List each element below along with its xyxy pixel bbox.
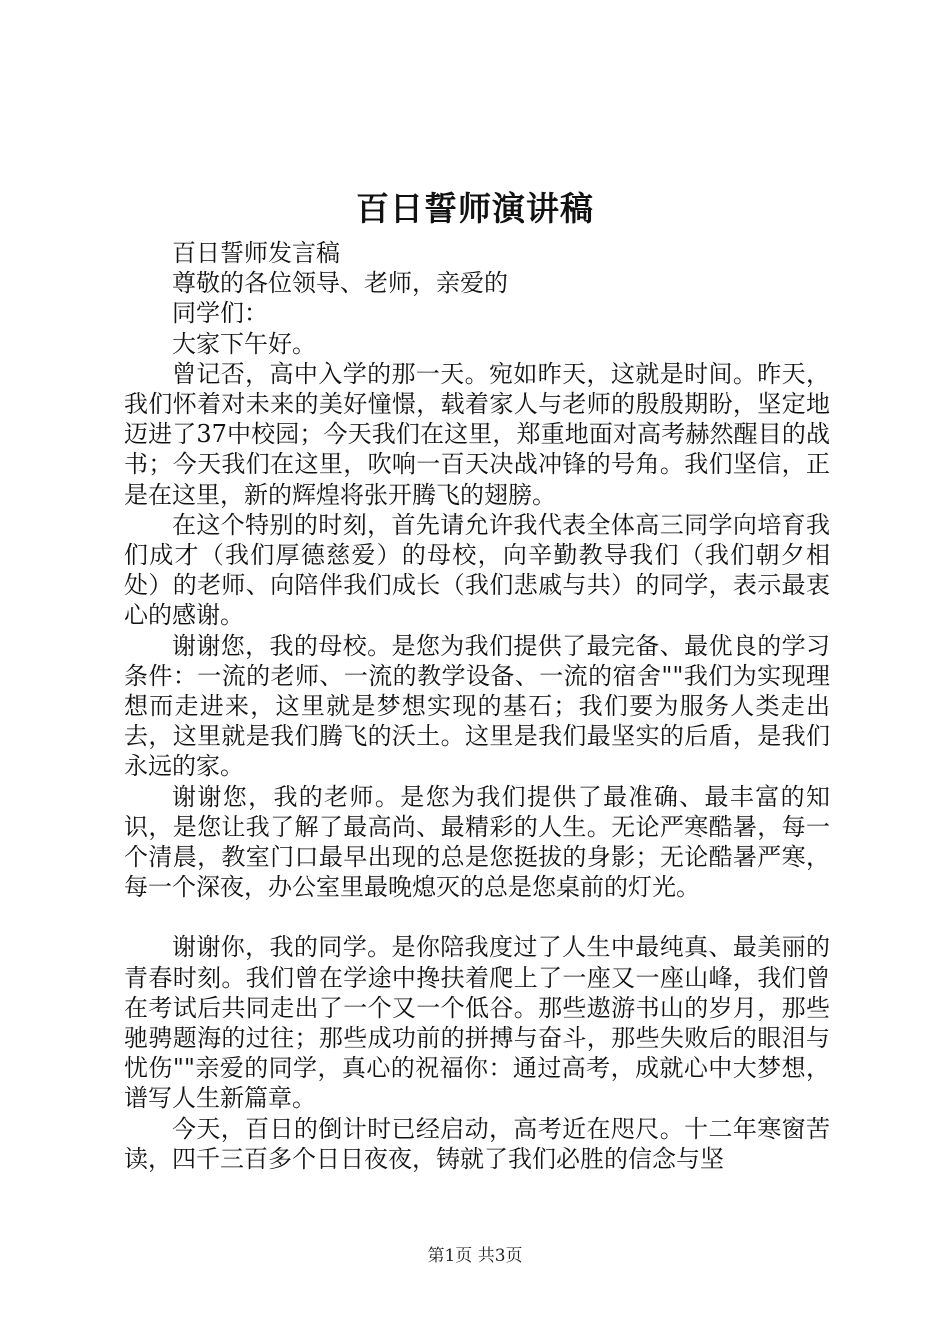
paragraph-body: 谢谢您，我的老师。是您为我们提供了最准确、最丰富的知识，是您让我了解了最高尚、最精彩的人生。无论严寒酷暑，每一个清晨，教室门口最早出现的总是您挺拔的身影；无论酷暑严寒，每一个深夜，办公室里最晚熄灭的总是您桌前的灯光。 [124, 782, 830, 902]
document-body [124, 238, 830, 1174]
paragraph-greeting: 大家下午好。 [172, 329, 316, 358]
paragraph-body: 在这个特别的时刻，首先请允许我代表全体高三同学向培育我们成才（我们厚德慈爱）的母校，向辛勤教导我们（我们朝夕相处）的老师、向陪伴我们成长（我们悲戚与共）的同学，表示最衷心的感谢。 [124, 510, 830, 630]
paragraph-body: 今天，百日的倒计时已经启动，高考近在咫尺。十二年寒窗苦读，四千三百多个日日夜夜，铸就了我们必胜的信念与坚 [124, 1114, 830, 1173]
paragraph-body: 谢谢你，我的同学。是你陪我度过了人生中最纯真、最美丽的青春时刻。我们曾在学途中搀扶着爬上了一座又一座山峰，我们曾在考试后共同走出了一个又一个低谷。那些遨游书山的岁月，那些驰骋题海的过往；那些成功前的拼搏与奋斗，那些失败后的眼泪与忧伤""亲爱的同学，真心的祝福你：通过高考，成就心中大梦想，谱写人生新篇章。 [124, 933, 830, 1113]
paragraph-body: 曾记否，高中入学的那一天。宛如昨天，这就是时间。昨天，我们怀着对未来的美好憧憬，载着家人与老师的殷殷期盼，坚定地迈进了37中校园；今天我们在这里，郑重地面对高考赫然醒目的战书；今天我们在这里，吹响一百天决战冲锋的号角。我们坚信，正是在这里，新的辉煌将张开腾飞的翅膀。 [124, 359, 830, 509]
paragraph-salutation: 尊敬的各位领导、老师，亲爱的 [172, 269, 508, 298]
paragraph-heading: 百日誓师发言稿 [172, 239, 340, 267]
page-title: 百日誓师演讲稿 [356, 189, 594, 228]
paragraph-salutation-cont: 同学们： [172, 299, 268, 328]
paragraph-body: 谢谢您，我的母校。是您为我们提供了最完备、最优良的学习条件：一流的老师、一流的教学设备、一流的宿舍""我们为实现理想而走进来，这里就是梦想实现的基石；我们要为服务人类走出去，这里就是我们腾飞的沃土。这里是我们最坚实的后盾，是我们永远的家。 [124, 631, 830, 781]
page-footer: 第1页 共3页 [427, 1246, 523, 1266]
